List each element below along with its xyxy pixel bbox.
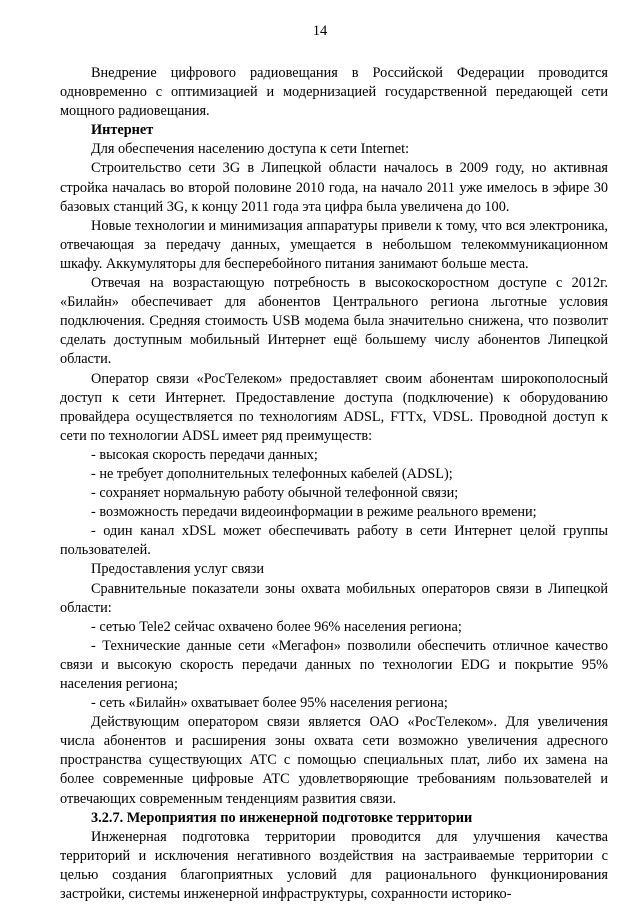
paragraph-beeline-usb: Отвечая на возрастающую потребность в высокоскоростном доступе с 2012г. «Билайн» обеспечивает для абонентов Центрального региона льготные условия подключения. Средняя стоимость USB модема была значительно снижена, что позволит сделать доступным мобильный Интернет ещё большему числу абонентов Липецкой области.: [60, 275, 608, 368]
heading-internet: Интернет: [91, 122, 154, 139]
paragraph-internet-access-intro: Для обеспечения населению доступа к сети Internet:: [91, 141, 410, 158]
list-item-adsl-cables: - не требует дополнительных телефонных кабелей (ADSL);: [91, 465, 453, 482]
paragraph-new-technologies: Новые технологии и минимизация аппаратуры привели к тому, что вся электроника, отвечающая за передачу данных, умещается в небольшом телекоммуникационном шкафу. Аккумуляторы для бесперебойного питания занимают больше места.: [60, 217, 608, 272]
list-item-adsl-video: - возможность передачи видеоинформации в режиме реального времени;: [91, 504, 537, 521]
paragraph-3g-construction: Строительство сети 3G в Липецкой области началось в 2009 году, но активная стройка началась во второй половине 2010 года, на начало 2011 уже имелось в эфире 30 базовых станций 3G, к концу 2011 года эта цифра была увеличена до 100.: [60, 160, 608, 215]
paragraph-coverage-intro: Сравнительные показатели зоны охвата мобильных операторов связи в Липецкой области:: [60, 580, 608, 616]
list-item-beeline: - сеть «Билайн» охватывает более 95% населения региона;: [91, 695, 448, 712]
paragraph-engineering-preparation: Инженерная подготовка территории проводится для улучшения качества территорий и исключения негативного воздействия на застраиваемые территории с целью создания благоприятных условий для рационального функционирования застройки, системы инженерной инфраструктуры, сохранности историко-: [60, 828, 608, 903]
list-item-adsl-group: - один канал xDSL может обеспечивать работу в сети Интернет целой группы пользователей.: [60, 523, 608, 559]
list-item-adsl-speed: - высокая скорость передачи данных;: [91, 446, 318, 463]
paragraph-rostelecom-operator: Действующим оператором связи является ОАО «РосТелеком». Для увеличения числа абонентов и расширения зоны охвата сети возможно увеличения адресного пространства существующих АТС с помощью специальных плат, либо их замена на более современные цифровые АТС удовлетворяющие требованиям пользователей и отвечающих современным тенденциям развития связи.: [60, 714, 608, 807]
section-heading-engineering: 3.2.7. Мероприятия по инженерной подготовке территории: [91, 809, 473, 826]
paragraph-digital-broadcasting: Внедрение цифрового радиовещания в Российской Федерации проводится одновременно с оптимизацией и модернизацией государственной передающей сети мощного радиовещания.: [60, 65, 608, 120]
list-item-tele2: - сетью Tele2 сейчас охвачено более 96% населения региона;: [91, 618, 462, 635]
list-item-megafon: - Технические данные сети «Мегафон» позволили обеспечить отличное качество связи и высокую скорость передачи данных по технологии EDG и покрытие 95% населения региона;: [60, 637, 608, 692]
heading-communication-services: Предоставления услуг связи: [91, 561, 265, 578]
list-item-adsl-phone: - сохраняет нормальную работу обычной телефонной связи;: [91, 485, 459, 502]
paragraph-rostelecom-broadband: Оператор связи «РосТелеком» предоставляет своим абонентам широкополосный доступ к сети Интернет. Предоставление доступа (подключение) к оборудованию провайдера осуществляется по технологиям ADSL, FTTx, VDSL. Проводной доступ к сети по технологии ADSL имеет ряд преимуществ:: [60, 370, 608, 444]
page-body: [60, 64, 608, 904]
page-number: 14: [312, 23, 328, 39]
